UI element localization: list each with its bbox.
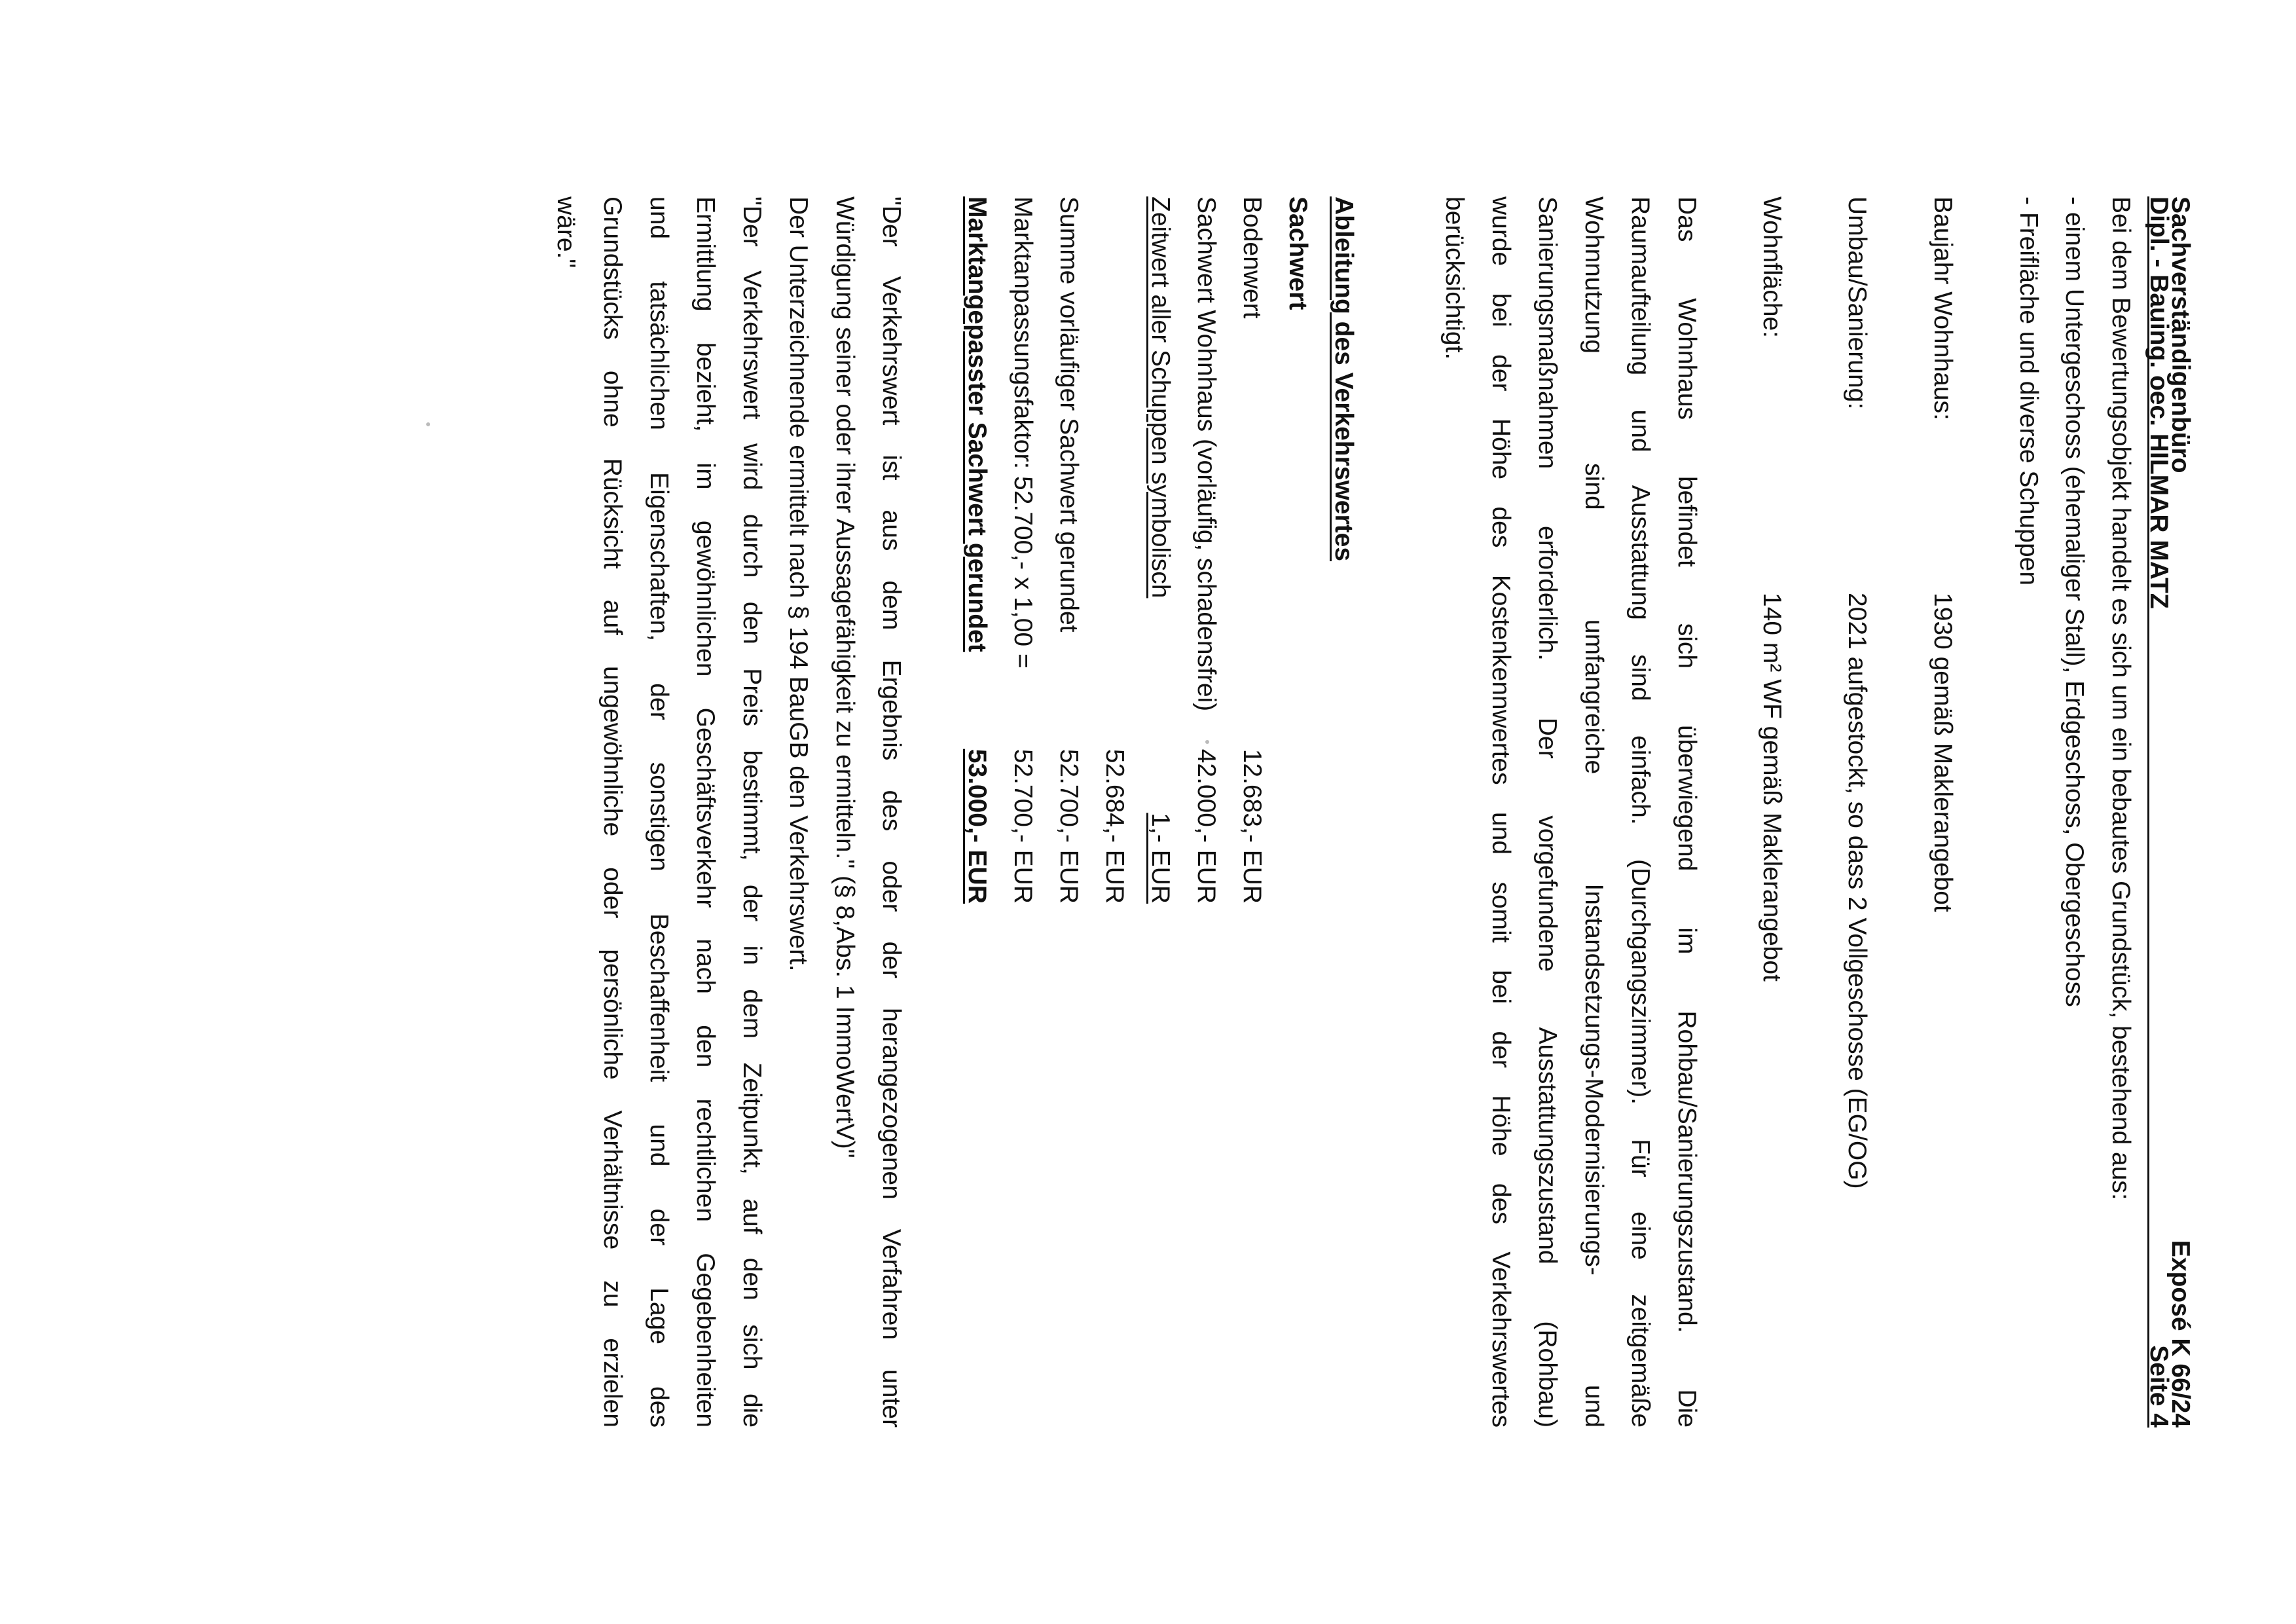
fact-label: Baujahr Wohnhaus: <box>1929 196 1957 420</box>
value-label: Bodenwert <box>1238 196 1266 319</box>
fact-label: Umbau/Sanierung: <box>1843 196 1871 410</box>
closing-line: Der Unterzeichnende ermittelt nach § 194 BauGB den Verkehrswert. <box>784 196 812 972</box>
intro-lead: Bei dem Bewertungsobjekt handelt es sich um ein bebautes Grundstück, bestehend aus: <box>2107 196 2135 1200</box>
fact-value: 1930 gemäß Maklerangebot <box>1929 593 1957 912</box>
expose-number: Exposé K 66/24 <box>2166 1240 2195 1428</box>
final-label: Marktangepasster Sachwert gerundet <box>963 196 991 652</box>
fact-value: 2021 aufgestockt, so dass 2 Vollgeschosse (EG/OG) <box>1843 593 1871 1189</box>
value-amount: 42.000,- EUR <box>1192 748 1220 904</box>
description-line: wurde bei der Höhe des Kostenkennwertes und somit bei der Höhe des Verkehrswertes <box>1487 196 1515 1428</box>
description-line: Sanierungsmaßnahmen erforderlich. Der vorgefundene Ausstattungszustand (Rohbau) <box>1533 196 1561 1428</box>
closing-line: wäre." <box>552 196 580 268</box>
summary-label: Marktanpassungsfaktor: 52.700,- x 1,00 = <box>1009 196 1037 669</box>
description-line: berücksichtigt. <box>1440 196 1468 360</box>
intro-item: - einem Untergeschoss (ehemaliger Stall), Erdgeschoss, Obergeschoss <box>2060 196 2088 1007</box>
fact-label: Wohnfläche: <box>1758 196 1786 339</box>
office-title: Sachverständigenbüro <box>2166 196 2195 473</box>
section-heading: Ableitung des Verkehrswertes <box>1330 196 1358 562</box>
closing-line: "Der Verkehrswert wird durch den Preis bestimmt, der in dem Zeitpunkt, auf den sich die <box>738 196 766 1428</box>
scan-speck <box>1205 740 1209 744</box>
closing-line: Würdigung seiner oder ihrer Aussagefähigkeit zu ermitteln." (§ 8,Abs. 1 ImmoWertV)" <box>831 196 859 1158</box>
author-name: Dipl. - Bauing. oec. HILMAR MATZ <box>2145 196 2173 609</box>
description-line: Wohnnutzung sind umfangreiche Instandsetzungs-Modernisierungs- und <box>1580 196 1608 1428</box>
summary-label: Summe vorläufiger Sachwert gerundet <box>1055 196 1083 633</box>
intro-item: - Freifläche und diverse Schuppen <box>2014 196 2043 586</box>
summary-amount: 52.700,- EUR <box>1009 748 1037 904</box>
value-label: Sachwert Wohnhaus (vorläufig, schadensfrei) <box>1192 196 1220 712</box>
closing-paragraph <box>543 196 915 1428</box>
summary-amount: 52.700,- EUR <box>1055 748 1083 904</box>
value-label: Zeitwert aller Schuppen symbolisch <box>1146 196 1175 599</box>
subtotal-amount: 52.684,- EUR <box>1101 748 1129 904</box>
description-paragraph <box>1431 196 1710 1428</box>
closing-line: Grundstücks ohne Rücksicht auf ungewöhnliche oder persönliche Verhältnisse zu erzielen <box>598 196 627 1428</box>
page-number: Seite 4 <box>2145 1345 2173 1428</box>
value-amount: 1,- EUR <box>1146 813 1175 904</box>
value-amount: 12.683,- EUR <box>1238 748 1266 904</box>
closing-line: "Der Verkehrswert ist aus dem Ergebnis des oder der herangezogenen Verfahren unter <box>877 196 905 1428</box>
section-subheading: Sachwert <box>1284 196 1312 310</box>
final-amount: 53.000,- EUR <box>963 748 991 904</box>
scan-speck <box>426 422 430 426</box>
description-line: Raumaufteilung und Ausstattung sind einfach. (Durchgangszimmer). Für eine zeitgemäße <box>1626 196 1654 1428</box>
closing-line: und tatsächlichen Eigenschaften, der sonstigen Beschaffenheit und der Lage des <box>645 196 673 1428</box>
fact-value: 140 m² WF gemäß Maklerangebot <box>1758 593 1786 982</box>
closing-line: Ermittlung bezieht, im gewöhnlichen Geschäftsverkehr nach den rechtlichen Gegebenheiten <box>691 196 720 1428</box>
description-line: Das Wohnhaus befindet sich überwiegend im Rohbau/Sanierungszustand. Die <box>1673 196 1701 1428</box>
